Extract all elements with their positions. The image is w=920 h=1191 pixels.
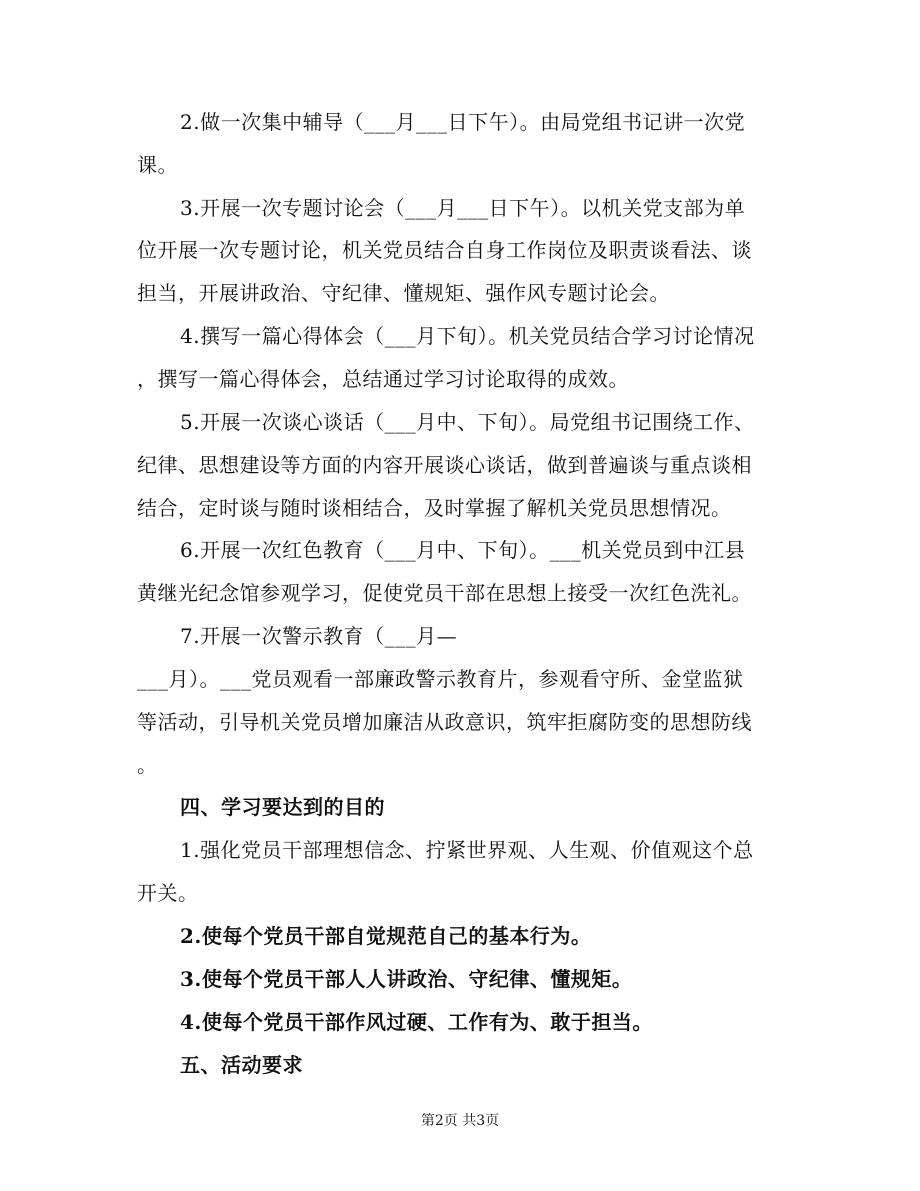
text-line: ，撰写一篇心得体会，总结通过学习讨论取得的成效。 xyxy=(137,367,629,391)
text-line: 2.做一次集中辅导（___月___日下午）。由局党组书记讲一次党 xyxy=(180,110,746,134)
text-line: 7.开展一次警示教育（___月— xyxy=(180,624,458,648)
text-line: 开关。 xyxy=(137,881,199,905)
section-heading: 五、活动要求 xyxy=(180,1053,303,1077)
text-line: 3.开展一次专题讨论会（___月___日下午）。以机关党支部为单 xyxy=(180,196,746,220)
section-heading: 四、学习要达到的目的 xyxy=(180,795,385,819)
goal-item: 2.使每个党员干部自觉规范自己的基本行为。 xyxy=(180,924,592,948)
text-line: 结合，定时谈与随时谈相结合，及时掌握了解机关党员思想情况。 xyxy=(137,496,732,520)
goal-item: 4.使每个党员干部作风过硬、工作有为、敢于担当。 xyxy=(180,1010,653,1034)
text-line: 4.撰写一篇心得体会（___月下旬）。机关党员结合学习讨论情况 xyxy=(180,324,755,348)
text-line: 担当，开展讲政治、守纪律、懂规矩、强作风专题讨论会。 xyxy=(137,281,670,305)
text-line: 等活动，引导机关党员增加廉洁从政意识，筑牢拒腐防变的思想防线 xyxy=(137,710,752,734)
text-line: 纪律、思想建设等方面的内容开展谈心谈话，做到普遍谈与重点谈相 xyxy=(137,453,752,477)
text-line: 课。 xyxy=(137,153,178,177)
text-line: 1.强化党员干部理想信念、拧紧世界观、人生观、价值观这个总 xyxy=(180,838,754,862)
text-line: 。 xyxy=(137,753,158,777)
text-line: ___月）。___党员观看一部廉政警示教育片，参观看守所、金堂监狱 xyxy=(137,667,744,691)
text-line: 位开展一次专题讨论，机关党员结合自身工作岗位及职责谈看法、谈 xyxy=(137,238,752,262)
text-line: 6.开展一次红色教育（___月中、下旬）。___机关党员到中江县 xyxy=(180,538,746,562)
text-line: 黄继光纪念馆参观学习，促使党员干部在思想上接受一次红色洗礼。 xyxy=(137,581,752,605)
goal-item: 3.使每个党员干部人人讲政治、守纪律、懂规矩。 xyxy=(180,967,633,991)
text-line: 5.开展一次谈心谈话（___月中、下旬）。局党组书记围绕工作、 xyxy=(180,410,755,434)
page-number: 第2页 共3页 xyxy=(420,1113,500,1129)
